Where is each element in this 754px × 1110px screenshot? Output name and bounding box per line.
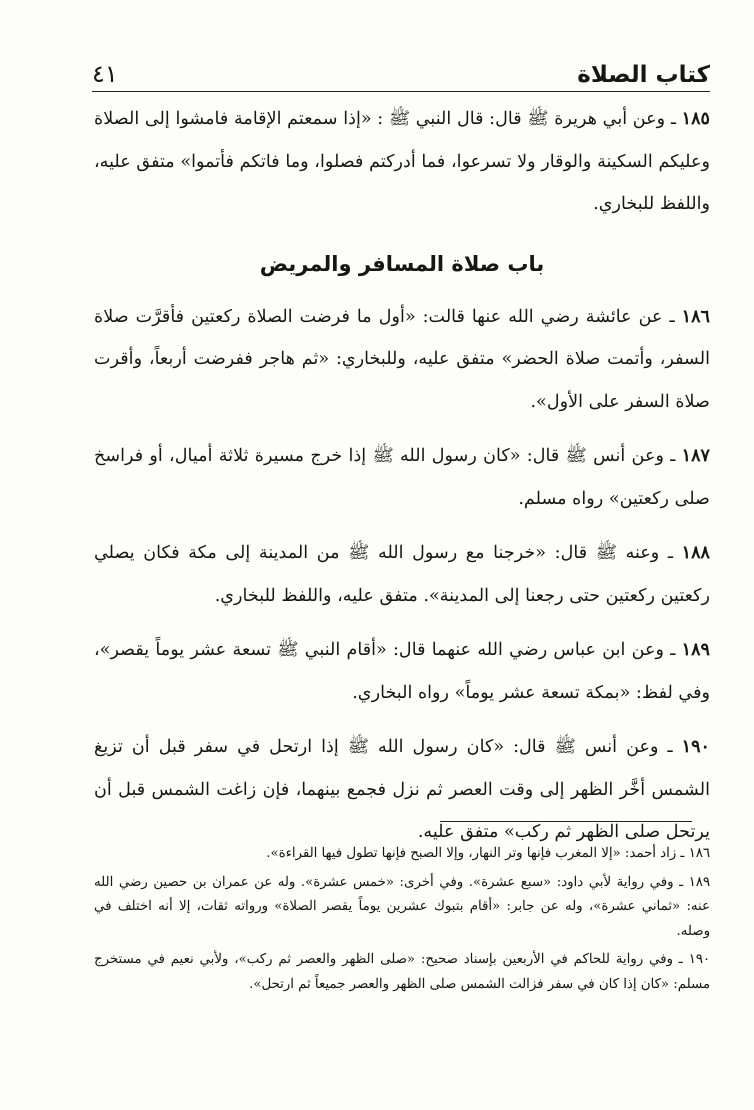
hadith-paragraph	[94, 629, 710, 714]
footnote	[94, 842, 710, 867]
hadith-text: ـ وعنه ﷺ قال: «خرجنا مع رسول الله ﷺ من المدينة إلى مكة فكان يصلي ركعتين ركعتين حتى رجعنا إلى المدينة». متفق عليه، واللفظ للبخاري.	[94, 543, 710, 606]
footnote-text: ـ وفي رواية للحاكم في الأربعين بإسناد صحيح: «صلى الظهر والعصر ثم ركب»، ولأبي نعيم في مستخرج مسلم: «كان إذا كان في سفر فزالت الشمس صلى الظهر والعصر جميعاً ثم ارتحل».	[94, 952, 710, 992]
footnote-number: ١٨٦	[688, 846, 710, 861]
hadith-paragraph	[94, 296, 710, 424]
hadith-text: ـ وعن أنس ﷺ قال: «كان رسول الله ﷺ إذا ارتحل في سفر قبل أن تزيغ الشمس أخَّر الظهر إلى وقت العصر ثم نزل فجمع بينهما، فإن زاغت الشمس قبل أن يرتحل صلى الظهر ثم ركب» متفق عليه.	[94, 737, 710, 842]
footnote-text: ـ زاد أحمد: «إلا المغرب فإنها وتر النهار، وإلا الصبح فإنها تطول فيها القراءة».	[266, 846, 685, 861]
hadith-paragraph	[94, 532, 710, 617]
hadith-number: ١٨٥	[681, 108, 710, 129]
hadith-number: ١٨٨	[681, 542, 710, 563]
hadith-number: ١٩٠	[681, 736, 710, 757]
hadith-number: ١٨٧	[681, 445, 711, 466]
footnote	[94, 948, 710, 997]
hadith-text: ـ وعن أبي هريرة ﷺ قال: قال النبي ﷺ : «إذا سمعتم الإقامة فامشوا إلى الصلاة وعليكم السكينة والوقار ولا تسرعوا، فما أدركتم فصلوا، وما فاتكم فأتموا» متفق عليه، واللفظ للبخاري.	[94, 109, 710, 214]
running-header	[92, 50, 710, 92]
hadith-number: ١٨٩	[681, 639, 710, 660]
page-number: ٤١	[92, 60, 118, 88]
footnotes	[94, 842, 710, 1001]
main-text	[94, 98, 710, 866]
footnote-text: ـ وفي رواية لأبي داود: «سبع عشرة». وفي أخرى: «خمس عشرة». وله عن عمران بن حصين رضي الله عنه: «ثماني عشرة»، وله عن جابر: «أقام بتبوك عشرين يوماً يقصر الصلاة» ورواته ثقات، إلا أنه اختلف في وصله.	[94, 874, 710, 939]
hadith-text: ـ وعن أنس ﷺ قال: «كان رسول الله ﷺ إذا خرج مسيرة ثلاثة أميال، أو فراسخ صلى ركعتين» رواه مسلم.	[94, 446, 710, 509]
book-title: كتاب الصلاة	[577, 62, 710, 88]
footnote-number: ١٩٠	[688, 952, 711, 967]
footnote-number: ١٨٩	[688, 874, 710, 890]
hadith-text: ـ وعن ابن عباس رضي الله عنهما قال: «أقام النبي ﷺ تسعة عشر يوماً يقصر»، وفي لفظ: «بمكة تسعة عشر يوماً» رواه البخاري.	[94, 640, 710, 703]
footnote	[94, 871, 710, 945]
hadith-text: ـ عن عائشة رضي الله عنها قالت: «أول ما فرضت الصلاة ركعتين فأقرَّت صلاة السفر، وأتمت صلاة الحضر» متفق عليه، وللبخاري: «ثم هاجر ففرضت أربعاً، وأقرت صلاة السفر على الأول».	[94, 306, 710, 412]
footnote-divider	[440, 821, 692, 822]
hadith-number: ١٨٦	[681, 305, 710, 327]
section-heading: باب صلاة المسافر والمريض	[259, 251, 545, 276]
hadith-paragraph	[94, 435, 710, 520]
hadith-paragraph	[94, 726, 710, 854]
hadith-paragraph	[94, 98, 710, 226]
